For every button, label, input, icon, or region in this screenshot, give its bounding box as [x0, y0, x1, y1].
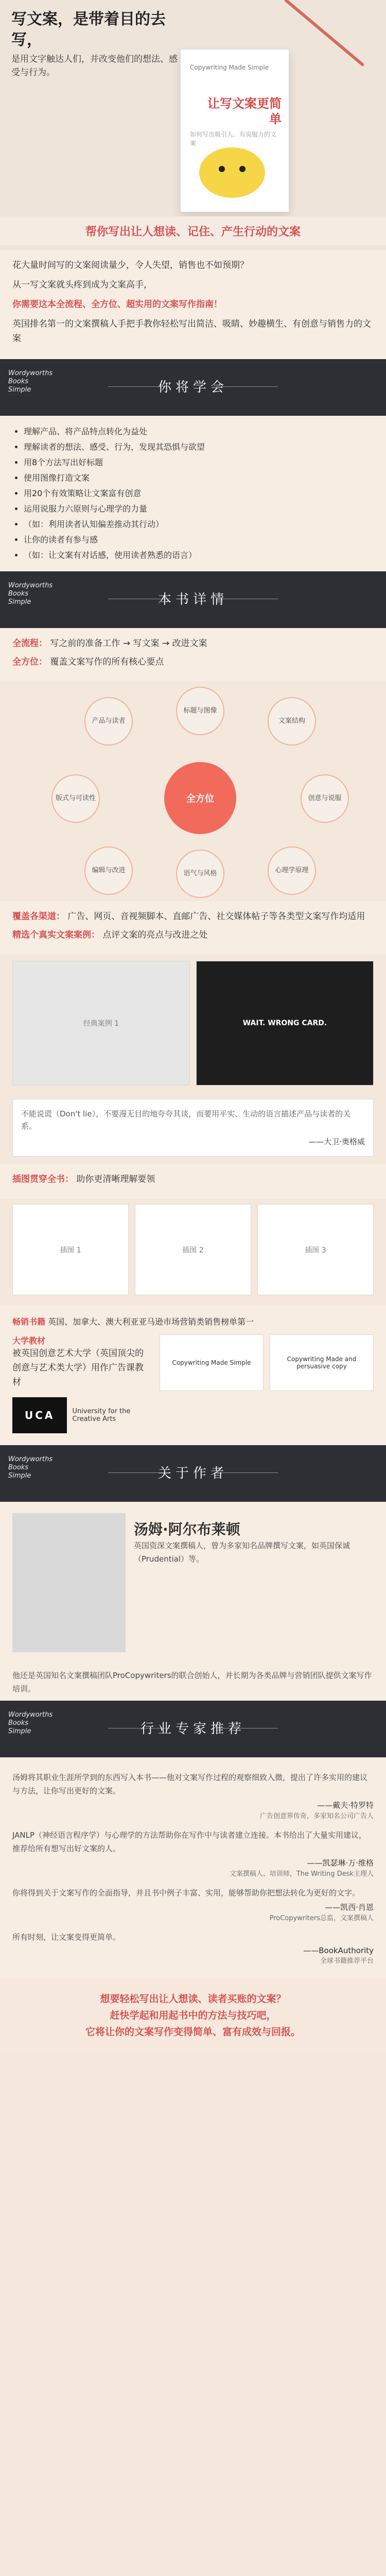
sales-awards — [0, 1306, 386, 1445]
mindmap-center: 全方位 — [164, 762, 236, 834]
sketches-row — [0, 1199, 386, 1306]
author-photo — [12, 1513, 126, 1652]
footer-line-1: 想要轻松写出让人想读、读者买账的文案？ — [100, 1993, 286, 2005]
expert-quote: 所有时刻，让文案变得更简单。 — [12, 1933, 121, 1942]
learn-item: • 用8个方法写出好标题 — [24, 455, 374, 470]
mindmap-node: 创意与说服 — [301, 774, 349, 823]
expert-name: ——BookAuthority — [303, 1946, 374, 1955]
fountain-pen-icon — [284, 0, 364, 67]
section-header-details — [0, 571, 386, 628]
learn-item: • 使用图像打造文案 — [24, 470, 374, 486]
mindmap-node: 版式与可读性 — [51, 774, 100, 823]
section-title-author: 关于作者 — [0, 1463, 386, 1482]
sketches-line — [12, 1172, 374, 1187]
book-cover-title: 让写文案更简单 — [207, 96, 282, 126]
author-block — [0, 1502, 386, 1701]
award-row — [160, 1334, 374, 1391]
expert-item — [12, 1828, 374, 1878]
expert-title: 文案撰稿人、培训师，The Writing Desk主理人 — [229, 1870, 374, 1878]
expert-quote: 你将得到关于文案写作的全面指导，并且书中例子丰富、实用，能够帮助你把想法转化为更好的文字。 — [12, 1888, 360, 1897]
sketch-2: 插图 2 — [135, 1204, 251, 1295]
cases-text: 点评文案的亮点与改进之处 — [102, 930, 208, 940]
expert-title: 广告创意界传奇，多家知名公司广告人 — [259, 1812, 374, 1820]
book-cover-subtitle: 如何写出吸引人、有说服力的文案 — [190, 131, 277, 147]
brand-script: Wordyworths Books Simple — [8, 1455, 53, 1480]
sketches-text: 助你更清晰理解要领 — [76, 1174, 155, 1184]
expert-quote: 汤姆将其职业生涯所学到的东西写入本书——他对文案写作过程的观察细致入微，提出了许多实用的建议与方法，让你写出更好的文案。 — [12, 1773, 368, 1795]
quote-author: ——大卫·奥格威 — [308, 1137, 365, 1146]
experts-block — [0, 1757, 386, 1978]
awards-left — [12, 1334, 151, 1436]
section-header-experts — [0, 1701, 386, 1757]
mindmap-node: 编辑与改进 — [84, 846, 133, 895]
brand-script: Wordyworths Books Simple — [8, 1711, 53, 1735]
mindmap-node: 文案结构 — [268, 697, 316, 745]
brand-script: Wordyworths Books Simple — [8, 369, 53, 394]
sketches-block — [0, 1164, 386, 1199]
quote-card — [12, 1099, 374, 1157]
intro-p4: 英国排名第一的文案撰稿人手把手教你轻松写出简洁、吸睛、妙趣横生、有创意与销售力的文案 — [12, 319, 371, 344]
learn-item: • 运用说服力六原则与心理学的力量 — [24, 501, 374, 517]
author-bio: 英国资深文案撰稿人，曾为多家知名品牌撰写文案，如英国保诚（Prudential）等。 — [134, 1541, 350, 1564]
case-image-1: 经典案例 1 — [12, 961, 190, 1086]
details-steps-text: 写之前的准备工作 → 写文案 → 改进文案 — [50, 638, 207, 649]
learn-list — [12, 424, 374, 563]
brand-script: Wordyworths Books Simple — [8, 582, 53, 606]
section-header-learn — [0, 359, 386, 416]
award-card-1: Copywriting Made Simple — [160, 1334, 264, 1391]
footer-band — [0, 1978, 386, 2053]
section-title-details: 本书详情 — [0, 589, 386, 608]
learn-item: • 理解读者的想法、感受、行为，发现其恐惧与欲望 — [24, 439, 374, 455]
expert-quote: JANLP（神经语言程序学）与心理学的方法帮助你在写作中与读者建立连接。本书给出了大量实用建议，推荐给所有想写出好文案的人。 — [12, 1831, 367, 1853]
awards-right — [160, 1334, 374, 1391]
section-title-learn: 你将学会 — [0, 377, 386, 396]
uca-text: University for the Creative Arts — [72, 1408, 131, 1423]
hero-subtitle: 是用文字触达人们，并改变他们的想法、感受与行为。 — [11, 54, 178, 78]
mindmap-node: 心理学原理 — [268, 846, 316, 895]
genres-text: 广告、网页、音视频脚本、直邮广告、社交媒体帖子等各类型文案写作均适用 — [67, 911, 365, 922]
genres-line — [12, 909, 374, 924]
learn-item: • （如：利用读者认知偏差推动其行动） — [24, 517, 374, 532]
case-images — [0, 955, 386, 1092]
hero-section — [0, 0, 386, 250]
details-steps-label: 全流程： — [12, 638, 47, 649]
book-cover-top: Copywriting Made Simple — [190, 64, 269, 71]
sketch-1: 插图 1 — [12, 1204, 129, 1295]
case-image-2: WAIT. WRONG CARD. — [196, 961, 374, 1086]
quote-text: 不能说谎（Don't lie），不要漫无目的地夸夸其谈，而要用平实、生动的语言描述产品与读者的关系。 — [21, 1109, 351, 1131]
sketches-label: 插图贯穿全书： — [12, 1174, 74, 1184]
learn-item: • 让你的读者有参与感 — [24, 532, 374, 548]
uca-logo: UCA — [12, 1397, 67, 1433]
author-extra: 他还是英国知名文案撰稿团队ProCopywriters的联合创始人，并长期为各类品牌与营销团队提供文案写作培训。 — [12, 1671, 372, 1693]
footer-line-2: 赶快学起和用起书中的方法与技巧吧， — [110, 2010, 276, 2021]
awards-left-title: 大学教材 — [12, 1336, 46, 1346]
mindmap — [12, 687, 374, 898]
intro-block — [0, 250, 386, 359]
intro-p1: 花大量时间写的文案阅读量少，令人失望，销售也不如预期？ — [12, 260, 249, 270]
expert-title: ProCopywriters总监，文案撰稿人 — [269, 1914, 374, 1922]
expert-name: ——凯瑟琳·万·维格 — [307, 1858, 374, 1868]
details-block — [0, 628, 386, 682]
expert-name: ——凯西·肖恩 — [325, 1903, 374, 1912]
book-cover — [180, 49, 289, 212]
learn-item: • （如：让文案有对话感，使用读者熟悉的语言） — [24, 548, 374, 563]
expert-item — [12, 1771, 374, 1820]
hero-title: 写文案，是带着目的去写， — [11, 10, 166, 49]
expert-item — [12, 1886, 374, 1922]
mindmap-node: 语气与风格 — [176, 850, 224, 898]
mindmap-node: 产品与读者 — [84, 697, 133, 745]
details-coverage-label: 全方位： — [12, 657, 47, 667]
cases-label: 精选个真实文案案例： — [12, 930, 100, 940]
sales-label: 畅销书籍 — [12, 1317, 46, 1327]
mindmap-node: 标题与图像 — [176, 687, 224, 735]
details-coverage — [12, 655, 374, 669]
expert-title: 全球书籍推荐平台 — [320, 1957, 374, 1965]
hero-slogan: 帮你写出让人想读、记住、产生行动的文案 — [0, 216, 386, 245]
details-coverage-text: 覆盖文案写作的所有核心要点 — [50, 657, 164, 667]
award-card-2: Copywriting Made and persuasive copy — [270, 1334, 374, 1391]
smile-face-icon — [199, 147, 265, 198]
uca-block — [12, 1395, 151, 1436]
learn-item: • 用20个有效策略让文案富有创意 — [24, 486, 374, 501]
sales-text: 英国、加拿大、澳大利亚亚马逊市场营销类销售榜单第一 — [48, 1317, 254, 1327]
footer-line-3: 它将让你的文案写作变得简单、富有成效与回报。 — [85, 2026, 301, 2038]
section-header-author — [0, 1445, 386, 1502]
awards-row — [12, 1334, 374, 1436]
learn-item: • 理解产品、将产品特点转化为益处 — [24, 424, 374, 439]
genres-block — [0, 901, 386, 955]
genres-label: 覆盖各渠道： — [12, 911, 65, 922]
sales-line — [12, 1315, 374, 1329]
details-steps — [12, 636, 374, 651]
intro-p3: 你需要这本全流程、全方位、超实用的文案写作指南！ — [12, 299, 222, 310]
awards-left-text: 被英国创意艺术大学（英国顶尖的创意与艺术类大学）用作广告课教材 — [12, 1348, 144, 1387]
expert-name: ——戴夫·特罗特 — [317, 1801, 374, 1810]
expert-item — [12, 1930, 374, 1965]
author-name: 汤姆·阿尔布莱顿 — [134, 1521, 240, 1538]
cases-line — [12, 928, 374, 942]
section-title-experts: 行业专家推荐 — [0, 1718, 386, 1737]
learn-list-block — [0, 416, 386, 571]
intro-p2: 从一写文案就头疼到成为文案高手， — [12, 280, 152, 290]
sketch-3: 插图 3 — [257, 1204, 374, 1295]
